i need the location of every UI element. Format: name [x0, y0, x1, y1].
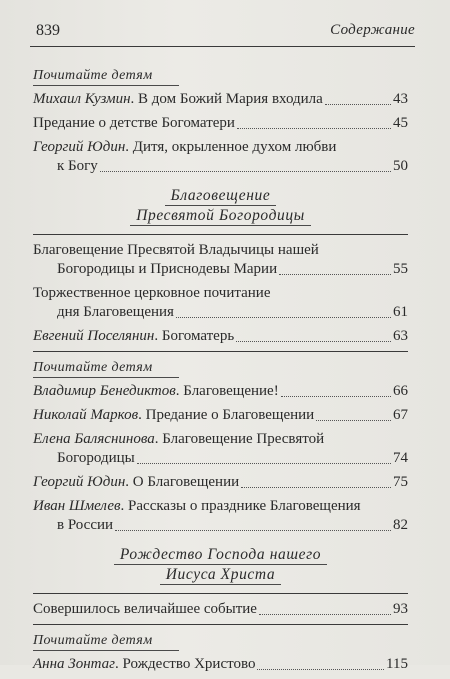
entry-author: Елена Баляснинова	[33, 431, 155, 447]
dot-leader	[325, 104, 391, 105]
chapter-heading-line1: Рождество Господа нашего	[114, 546, 327, 565]
page-number: 839	[36, 22, 60, 39]
entry-author: Николай Марков	[33, 407, 139, 423]
entry-title: . Рассказы о празднике Благовещения	[120, 498, 361, 514]
toc-entry[interactable]	[33, 114, 408, 133]
divider	[33, 624, 408, 625]
entry-page: 75	[393, 474, 408, 490]
entry-page: 66	[393, 383, 408, 399]
section-label: Почитайте детям	[33, 68, 179, 86]
entry-title: Совершилось величайшее событие	[33, 601, 257, 617]
section-label: Почитайте детям	[33, 360, 179, 378]
entry-title-continued: дня Благовещения	[57, 304, 174, 320]
entry-title: . Благовещение!	[175, 383, 279, 399]
entry-title-continued: Богородицы	[57, 450, 135, 466]
toc-entry[interactable]	[33, 382, 408, 401]
entry-title-continued: в России	[57, 517, 114, 533]
entry-title: . Благовещение Пресвятой	[154, 431, 325, 447]
dot-leader	[316, 420, 391, 421]
section-label: Почитайте детям	[33, 633, 179, 651]
running-head: Содержание	[330, 22, 415, 38]
entry-author: Владимир Бенедиктов	[33, 383, 176, 399]
dot-leader	[100, 171, 391, 172]
entry-title: Торжественное церковное почитание	[33, 285, 271, 301]
table-of-contents	[33, 66, 408, 679]
entry-title: . Богоматерь	[154, 328, 235, 344]
entry-page: 115	[386, 656, 408, 672]
chapter-heading	[33, 545, 408, 585]
entry-page: 74	[393, 450, 408, 466]
page-header	[30, 20, 415, 47]
entry-title: Предание о детстве Богоматери	[33, 115, 235, 131]
entry-page: 61	[393, 304, 408, 320]
entry-page: 50	[393, 158, 408, 174]
dot-leader	[281, 396, 391, 397]
entry-title-continued: к Богу	[57, 158, 98, 174]
toc-entry[interactable]	[33, 138, 408, 176]
chapter-heading	[33, 186, 408, 226]
toc-entry[interactable]	[33, 284, 408, 322]
entry-title: . Рождество Христово	[115, 656, 256, 672]
toc-entry[interactable]	[33, 430, 408, 468]
toc-entry[interactable]	[33, 406, 408, 425]
toc-entry[interactable]	[33, 600, 408, 619]
entry-author: Георгий Юдин	[33, 139, 126, 155]
toc-entry[interactable]	[33, 90, 408, 109]
entry-title: . Предание о Благовещении	[138, 407, 315, 423]
dot-leader	[259, 614, 391, 615]
dot-leader	[115, 530, 391, 531]
entry-title: . О Благовещении	[125, 474, 240, 490]
entry-page: 43	[393, 91, 408, 107]
entry-author: Иван Шмелев	[33, 498, 121, 514]
dot-leader	[257, 669, 384, 670]
entry-title: . В дом Божий Мария входила	[130, 91, 323, 107]
entry-page: 45	[393, 115, 408, 131]
chapter-heading-line2: Иисуса Христа	[160, 566, 281, 585]
dot-leader	[241, 487, 391, 488]
entry-title: . Дитя, окрыленное духом любви	[125, 139, 337, 155]
entry-title: Благовещение Пресвятой Владычицы нашей	[33, 242, 319, 258]
dot-leader	[237, 128, 391, 129]
chapter-heading-line1: Благовещение	[165, 187, 277, 206]
entry-page: 82	[393, 517, 408, 533]
entry-title-continued: Богородицы и Приснодевы Марии	[57, 261, 278, 277]
dot-leader	[176, 317, 391, 318]
entry-page: 67	[393, 407, 408, 423]
toc-entry[interactable]	[33, 327, 408, 346]
entry-page: 63	[393, 328, 408, 344]
toc-entry[interactable]	[33, 497, 408, 535]
entry-page: 55	[393, 261, 408, 277]
divider	[33, 234, 408, 235]
entry-page: 93	[393, 601, 408, 617]
chapter-heading-line2: Пресвятой Богородицы	[130, 207, 311, 226]
dot-leader	[279, 274, 391, 275]
dot-leader	[137, 463, 391, 464]
divider	[33, 593, 408, 594]
entry-author: Георгий Юдин	[33, 474, 126, 490]
entry-author: Евгений Поселянин	[33, 328, 155, 344]
entry-author: Михаил Кузмин	[33, 91, 131, 107]
toc-entry[interactable]	[33, 473, 408, 492]
dot-leader	[236, 341, 391, 342]
entry-author: Анна Зонтаг	[33, 656, 116, 672]
divider	[33, 351, 408, 352]
toc-entry[interactable]	[33, 241, 408, 279]
